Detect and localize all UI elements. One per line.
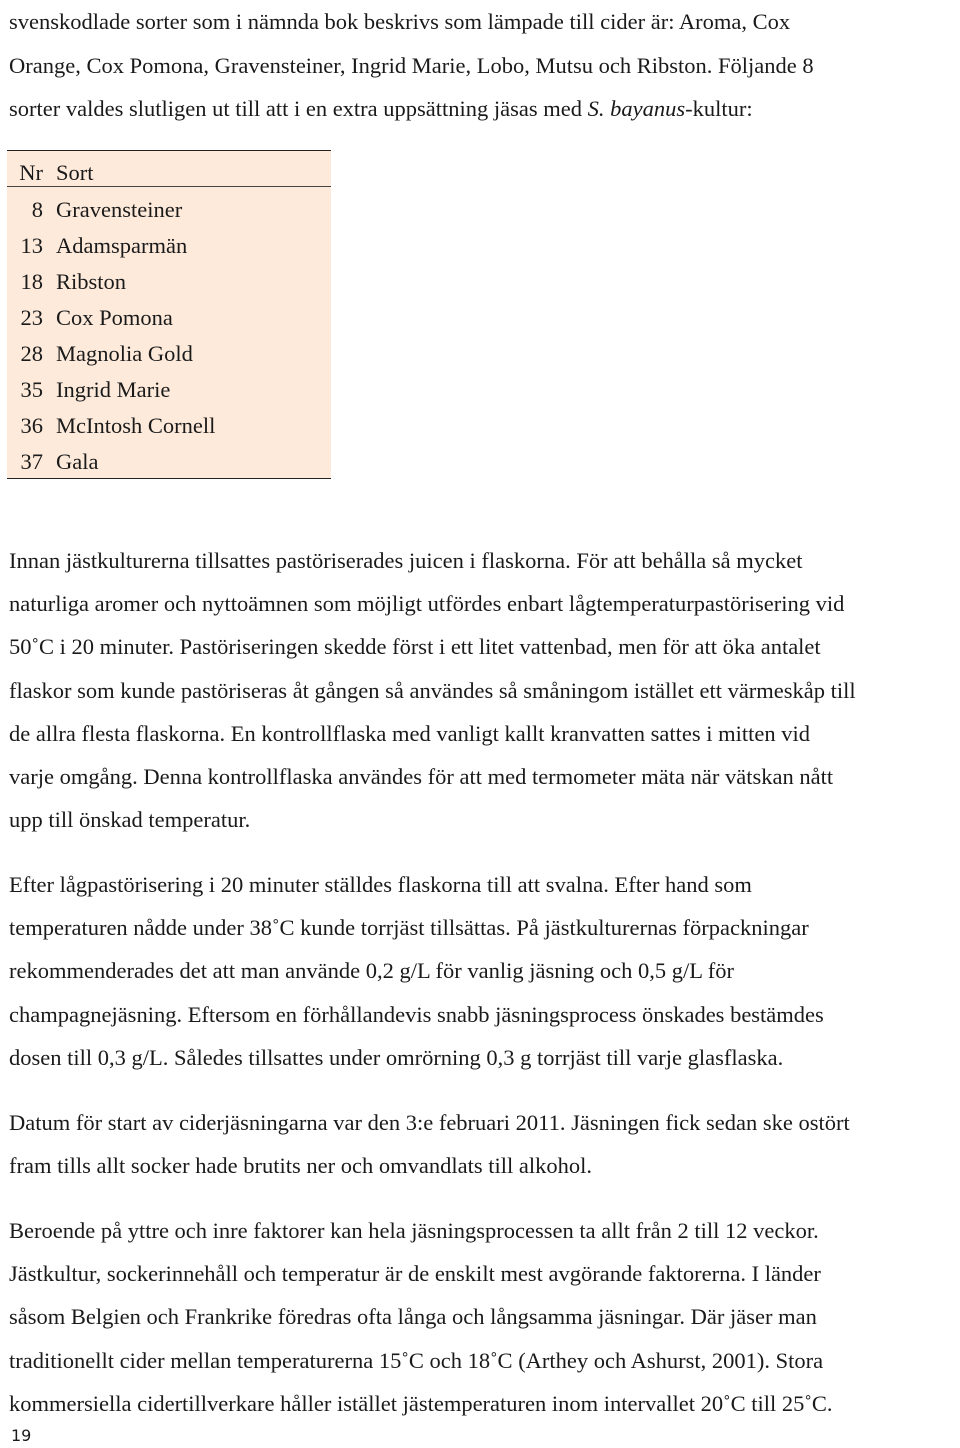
table-header-nr: Nr <box>19 160 43 185</box>
table-cell-nr: 35 <box>20 377 43 402</box>
table-cell-nr: 37 <box>20 449 43 474</box>
paragraph-pasteurization <box>9 539 959 841</box>
text-line: traditionellt cider mellan temperaturerna 15˚C och 18˚C (Arthey och Ashurst, 2001). Stora <box>9 1347 824 1373</box>
text-line: såsom Belgien och Frankrike föredras ofta långa och långsamma jäsningar. Där jäser man <box>9 1304 817 1330</box>
table-cell-sort: Adamsparmän <box>56 233 188 258</box>
table-cell-sort: McIntosh Cornell <box>56 413 216 438</box>
text-line: 50˚C i 20 minuter. Pastöriseringen skedde först i ett litet vattenbad, men för att öka antalet <box>9 634 821 660</box>
species-name: S. bayanus <box>587 96 686 121</box>
table-row <box>7 372 331 408</box>
text-line: temperaturen nådde under 38˚C kunde torrjäst tillsättas. På jästkulturernas förpackningar <box>9 915 809 941</box>
table-cell-nr: 23 <box>20 305 43 330</box>
table-header-rule <box>7 186 331 187</box>
table-row <box>7 444 331 480</box>
table-cell-sort: Gravensteiner <box>56 197 183 222</box>
text-line: Innan jästkulturerna tillsattes pastöriserades juicen i flaskorna. För att behålla så mycket <box>9 548 803 573</box>
table-row <box>7 228 331 264</box>
page-number: 19 <box>11 1426 32 1445</box>
table-cell-sort: Ribston <box>56 269 127 294</box>
text-line: Datum för start av ciderjäsningarna var den 3:e februari 2011. Jäsningen fick sedan ske ostört <box>9 1110 850 1135</box>
text-line: fram tills allt socker hade brutits ner och omvandlats till alkohol. <box>9 1153 592 1179</box>
table-row <box>7 300 331 336</box>
text-line: rekommenderades det att man använde 0,2 g/L för vanlig jäsning och 0,5 g/L för <box>9 958 734 984</box>
intro-line-2: Orange, Cox Pomona, Gravensteiner, Ingrid Marie, Lobo, Mutsu och Ribston. Följande 8 <box>9 52 814 78</box>
table-row <box>7 192 331 228</box>
text-line: varje omgång. Denna kontrollflaska användes för att med termometer mäta när vätskan nått <box>9 764 834 790</box>
table-cell-sort: Gala <box>56 449 99 474</box>
text-line: Beroende på yttre och inre faktorer kan hela jäsningsprocessen ta allt från 2 till 12 veckor. <box>9 1218 819 1243</box>
table-row <box>7 408 331 444</box>
intro-line-3 <box>9 87 949 131</box>
text-line: kommersiella cidertillverkare håller istället jästemperaturen inom intervallet 20˚C till 25˚C. <box>9 1390 833 1416</box>
text-line: dosen till 0,3 g/L. Således tillsattes under omrörning 0,3 g torrjäst till varje glasflaska. <box>9 1044 784 1070</box>
intro-line-3-text: sorter valdes slutligen ut till att i en extra uppsättning jäsas med <box>9 96 588 121</box>
table-row <box>7 264 331 300</box>
variety-table <box>7 150 331 479</box>
intro-line-3-suffix: -kultur: <box>685 96 753 121</box>
table-cell-nr: 8 <box>31 197 43 222</box>
table-cell-sort: Magnolia Gold <box>56 341 193 366</box>
table-cell-nr: 13 <box>20 233 43 258</box>
table-cell-sort: Ingrid Marie <box>56 377 171 402</box>
table-header-sort: Sort <box>56 160 94 185</box>
text-line: Efter lågpastörisering i 20 minuter ställdes flaskorna till att svalna. Efter hand som <box>9 872 752 897</box>
table-cell-sort: Cox Pomona <box>56 305 173 330</box>
table-row <box>7 336 331 372</box>
text-line: champagnejäsning. Eftersom en förhållandevis snabb jäsningsprocess önskades bestämdes <box>9 1001 824 1027</box>
text-line: de allra flesta flaskorna. En kontrollflaska med vanligt kallt kranvatten sattes i mitten vid <box>9 720 811 746</box>
intro-paragraph <box>9 0 949 131</box>
paragraph-start-date <box>9 1101 959 1187</box>
text-line: Jästkultur, sockerinnehåll och temperatur är de enskilt mest avgörande faktorerna. I länder <box>9 1261 821 1287</box>
text-line: naturliga aromer och nyttoämnen som möjligt utfördes enbart lågtemperaturpastörisering vid <box>9 591 845 617</box>
table-cell-nr: 28 <box>20 341 43 366</box>
table-cell-nr: 36 <box>20 413 43 438</box>
text-line: flaskor som kunde pastöriseras åt gången så användes så småningom istället ett värmeskåp till <box>9 677 856 703</box>
paragraph-fermentation-time <box>9 1209 959 1425</box>
paragraph-yeast-dosage <box>9 863 959 1079</box>
table-cell-nr: 18 <box>20 269 43 294</box>
text-line: upp till önskad temperatur. <box>9 807 251 833</box>
intro-line-1: svenskodlade sorter som i nämnda bok beskrivs som lämpade till cider är: Aroma, Cox <box>9 9 791 34</box>
